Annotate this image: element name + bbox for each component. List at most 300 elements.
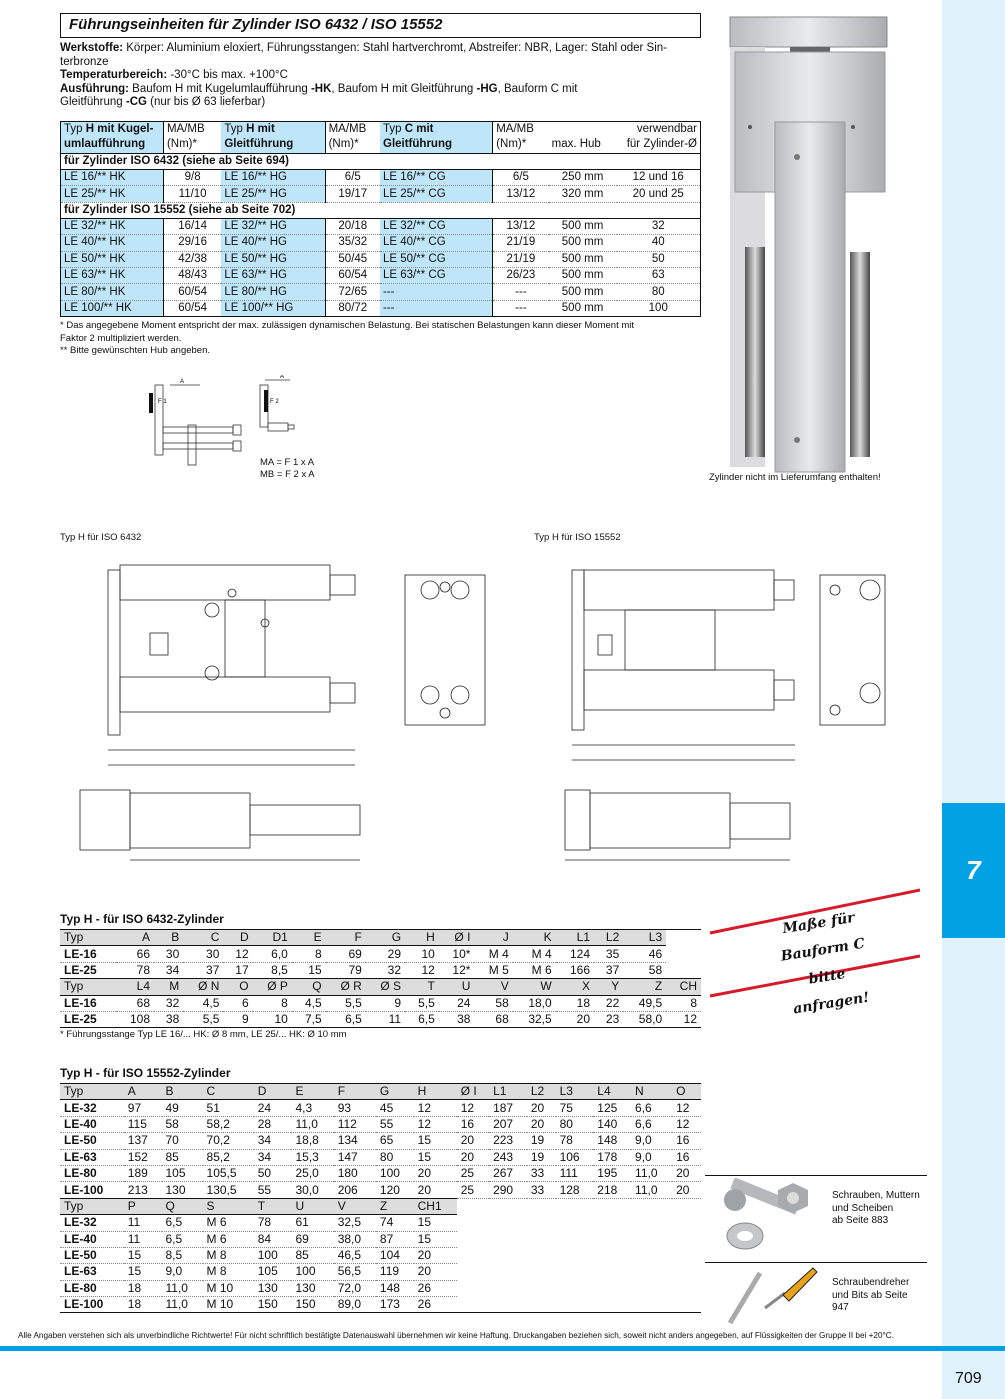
model-cell: --- [380, 300, 493, 316]
dim-cell: 8,5 [253, 962, 292, 978]
dim-cell: 55 [254, 1182, 292, 1198]
dim-cell: 111 [556, 1165, 594, 1181]
model-cell: LE 40/** CG [380, 235, 493, 251]
dim-cell: 38 [154, 1011, 183, 1027]
dim-cell: 100 [376, 1165, 414, 1181]
dim-cell: 243 [489, 1149, 527, 1165]
dim-cell: LE-100 [60, 1297, 124, 1313]
chapter-number: 7 [966, 855, 981, 885]
dim-cell: 4,3 [291, 1100, 333, 1116]
bottom-rule [0, 1346, 1005, 1351]
dim-cell: 5,5 [405, 995, 439, 1011]
dim-cell: 12 [666, 1011, 701, 1027]
dim-cell: 65 [376, 1133, 414, 1149]
table3-title: Typ H - für ISO 15552-Zylinder [60, 1066, 231, 1080]
intro-text: Werkstoffe: Körper: Aluminium eloxiert, Führungsstangen: Stahl hartverchromt, Abstreifer: NBR, Lager: Stahl oder Sin- terbronze Temperaturbereich: -30°C bis max. +100°C Ausführung: Baufom H mit Kugelumlaufführung -HK, Baufom H mit Gleitführung -HG, Bauform C mit Gleitführung -CG (nur bis Ø 63 lieferbar) [60, 42, 668, 108]
dim-cell: 32,5 [513, 1011, 556, 1027]
model-cell: 42/38 [163, 251, 221, 267]
dim-cell: 12 [405, 962, 439, 978]
dim-cell: 93 [334, 1100, 376, 1116]
dim-cell: 58 [623, 962, 666, 978]
dim-cell: 85 [162, 1149, 203, 1165]
dim-cell: 33 [527, 1182, 556, 1198]
model-cell: LE 50/** HG [221, 251, 325, 267]
svg-text:F 1: F 1 [158, 399, 167, 405]
model-cell: LE 40/** HG [221, 235, 325, 251]
dim-header-cell: T [405, 979, 439, 995]
dim-cell: LE-25 [60, 962, 116, 978]
dim-header-cell: X [556, 979, 594, 995]
dim-cell: 25 [457, 1165, 489, 1181]
dim-cell: M 8 [203, 1247, 254, 1263]
dim-cell: 32 [366, 962, 405, 978]
model-cell: LE 32/** HG [221, 218, 325, 234]
dim-cell: LE-40 [60, 1116, 124, 1132]
dim-cell: 25 [457, 1182, 489, 1198]
dim-header-cell: Typ [60, 1084, 124, 1100]
bauform-c-note: Maße für Bauform C bitte anfragen! [779, 909, 871, 1018]
dim-cell: M 10 [203, 1280, 254, 1296]
footnotes: * Das angegebene Moment entspricht der max. zulässigen dynamischen Belastung. Bei statischen Belastungen kann dieser Moment mit Faktor 2 multipliziert werden. ** Bitte gewünschten Hub angeben. [60, 320, 635, 356]
dim-header-cell: L2 [527, 1084, 556, 1100]
dim-header-cell: Typ [60, 930, 116, 946]
dim-cell: 20 [414, 1264, 457, 1280]
dim-cell: 17 [223, 962, 252, 978]
dim-row [60, 1215, 701, 1231]
dim-cell: 5,5 [326, 995, 366, 1011]
dim-cell: 84 [254, 1231, 292, 1247]
th-zyl: verwendbar für Zylinder-Ø [617, 122, 701, 154]
dim-cell: LE-16 [60, 995, 116, 1011]
dim-cell: 58 [162, 1116, 203, 1132]
dim-header-cell: P [124, 1198, 162, 1214]
dim-cell: 15 [414, 1133, 457, 1149]
dim-cell: 20 [672, 1182, 701, 1198]
dim-header-cell: W [513, 979, 556, 995]
dim-header-cell: D [223, 930, 252, 946]
section-iso15552: für Zylinder ISO 15552 (siehe ab Seite 702) [61, 202, 701, 218]
dim-cell: 23 [594, 1011, 623, 1027]
screws-icon [705, 1178, 825, 1258]
dim-header-row [60, 930, 701, 946]
photo-caption: Zylinder nicht im Lieferumfang enthalten! [709, 472, 881, 483]
model-cell: 12 und 16 [617, 170, 701, 186]
dim-cell: 22 [594, 995, 623, 1011]
dim-cell: 12 [223, 946, 252, 962]
model-cell: 19/17 [325, 186, 380, 202]
model-cell: 20/18 [325, 218, 380, 234]
model-cell: LE 80/** HK [61, 284, 164, 300]
dim-cell: 6,5 [405, 1011, 439, 1027]
dim-cell: LE-80 [60, 1280, 124, 1296]
model-cell: 60/54 [163, 300, 221, 316]
dim-cell: 11,0 [162, 1297, 203, 1313]
model-cell: --- [493, 300, 549, 316]
model-cell: 48/43 [163, 267, 221, 283]
dim-cell: 19 [527, 1133, 556, 1149]
dim-cell: M 4 [474, 946, 512, 962]
dim-header-cell: T [254, 1198, 292, 1214]
model-row [61, 186, 701, 202]
model-row [61, 300, 701, 316]
dim-cell: 128 [556, 1182, 594, 1198]
dim-header-cell: F [326, 930, 366, 946]
model-cell: LE 80/** HG [221, 284, 325, 300]
dim-cell: 187 [489, 1100, 527, 1116]
dim-header-cell: A [116, 930, 154, 946]
dim-cell: 213 [124, 1182, 162, 1198]
dim-header-cell: CH1 [414, 1198, 457, 1214]
dim-cell: 34 [254, 1133, 292, 1149]
drawing-label-iso15552: Typ H für ISO 15552 [534, 532, 621, 543]
dim-table-iso15552 [60, 1083, 701, 1313]
moment-sketch [140, 375, 360, 485]
drawing-iso15552 [530, 545, 930, 875]
model-cell: 63 [617, 267, 701, 283]
dim-cell: 34 [154, 962, 183, 978]
dim-cell: 4,5 [183, 995, 223, 1011]
dim-cell: 20 [414, 1182, 457, 1198]
dim-cell: 100 [254, 1247, 292, 1263]
model-cell: 16/14 [163, 218, 221, 234]
dim-header-cell: Ø R [326, 979, 366, 995]
dim-cell: 180 [334, 1165, 376, 1181]
model-row [61, 235, 701, 251]
dim-cell: 11 [124, 1231, 162, 1247]
dim-cell: 195 [593, 1165, 631, 1181]
dim-row [60, 962, 701, 978]
dim-cell: 11 [124, 1215, 162, 1231]
model-cell: 26/23 [493, 267, 549, 283]
model-row [61, 170, 701, 186]
dim-header-cell: U [291, 1198, 333, 1214]
model-cell: 6/5 [325, 170, 380, 186]
dim-cell: 75 [556, 1100, 594, 1116]
model-cell: 100 [617, 300, 701, 316]
dim-cell: 97 [124, 1100, 162, 1116]
dim-header-row [60, 1198, 701, 1214]
dim-cell: 46,5 [334, 1247, 376, 1263]
dim-cell: 80 [556, 1116, 594, 1132]
dim-cell: 166 [556, 962, 594, 978]
dim-cell: 10 [253, 1011, 292, 1027]
dim-cell: 16 [672, 1149, 701, 1165]
model-cell: LE 32/** HK [61, 218, 164, 234]
dim-header-cell: L1 [489, 1084, 527, 1100]
dim-cell: 20 [457, 1149, 489, 1165]
dim-cell: 15 [124, 1264, 162, 1280]
dim-cell: 8 [666, 995, 701, 1011]
dim-cell: 51 [203, 1100, 254, 1116]
dim-header-cell: F [334, 1084, 376, 1100]
dim-cell: 58,2 [203, 1116, 254, 1132]
dim-cell: 74 [376, 1215, 414, 1231]
table2-footnote: * Führungsstange Typ LE 16/... HK: Ø 8 mm, LE 25/... HK: Ø 10 mm [60, 1029, 347, 1040]
dim-cell: 20 [527, 1116, 556, 1132]
model-cell: 35/32 [325, 235, 380, 251]
dim-cell: 46 [623, 946, 666, 962]
dim-cell: 16 [672, 1133, 701, 1149]
dim-cell: 24 [254, 1100, 292, 1116]
dim-cell: LE-63 [60, 1149, 124, 1165]
disclaimer: Alle Angaben verstehen sich als unverbindliche Richtwerte! Für nicht schriftlich bestätigte Datenauswahl übernehmen wir keine Haftung. Druckangaben beziehen sich, soweit nicht anders angegeben, auf Flüssigkeiten der Gruppe II bei +20°C. [18, 1331, 894, 1340]
model-row [61, 267, 701, 283]
dim-cell: 61 [291, 1215, 333, 1231]
model-cell: --- [493, 284, 549, 300]
dim-cell: 8,5 [162, 1247, 203, 1263]
dim-cell: 89,0 [334, 1297, 376, 1313]
model-cell: 40 [617, 235, 701, 251]
dim-cell: 24 [439, 995, 475, 1011]
dim-cell: 68 [116, 995, 154, 1011]
dim-cell: 78 [556, 1133, 594, 1149]
model-row [61, 284, 701, 300]
dim-cell: 12* [439, 962, 475, 978]
dim-cell: 80 [376, 1149, 414, 1165]
dim-row [60, 1231, 701, 1247]
model-cell: LE 100/** HG [221, 300, 325, 316]
dim-cell: 20 [457, 1133, 489, 1149]
dim-cell: 105,5 [203, 1165, 254, 1181]
dim-header-cell: Q [162, 1198, 203, 1214]
dim-cell: 38 [439, 1011, 475, 1027]
dim-cell: 6,0 [253, 946, 292, 962]
dim-cell: 18,0 [513, 995, 556, 1011]
dim-cell: 34 [254, 1149, 292, 1165]
dim-cell: 8 [253, 995, 292, 1011]
dim-cell: 15 [414, 1231, 457, 1247]
dim-header-cell: Y [594, 979, 623, 995]
screws-promo[interactable] [705, 1175, 927, 1257]
dim-row [60, 1165, 701, 1181]
th-hub: max. Hub [549, 122, 617, 154]
table2-title: Typ H - für ISO 6432-Zylinder [60, 912, 224, 926]
model-cell: LE 25/** CG [380, 186, 493, 202]
dim-cell: 147 [334, 1149, 376, 1165]
dim-cell: LE-50 [60, 1247, 124, 1263]
dim-cell: 18 [556, 995, 594, 1011]
dim-header-cell: L1 [556, 930, 594, 946]
dim-row [60, 1116, 701, 1132]
dim-cell: LE-32 [60, 1215, 124, 1231]
dim-cell: 9 [366, 995, 405, 1011]
dim-cell: 267 [489, 1165, 527, 1181]
dim-cell: 33 [527, 1165, 556, 1181]
dim-cell: 18 [124, 1297, 162, 1313]
model-cell: 60/54 [325, 267, 380, 283]
dim-header-cell: K [513, 930, 556, 946]
dim-row [60, 1297, 701, 1313]
dim-cell: 6,6 [631, 1100, 672, 1116]
dim-cell: 32 [154, 995, 183, 1011]
dim-cell: 140 [593, 1116, 631, 1132]
dim-cell: 10 [405, 946, 439, 962]
screwdriver-promo[interactable] [705, 1262, 927, 1327]
model-cell: 9/8 [163, 170, 221, 186]
dim-cell: 70,2 [203, 1133, 254, 1149]
dim-cell: 178 [593, 1149, 631, 1165]
dim-header-cell: A [124, 1084, 162, 1100]
side-band [942, 0, 1005, 1399]
model-cell: 6/5 [493, 170, 549, 186]
dim-header-cell: G [376, 1084, 414, 1100]
dim-cell: 37 [594, 962, 623, 978]
dim-cell: 207 [489, 1116, 527, 1132]
dim-cell: 12 [672, 1116, 701, 1132]
dim-cell: 20 [414, 1247, 457, 1263]
dim-cell: M 10 [203, 1297, 254, 1313]
th-mamb1: MA/MB (Nm)* [163, 122, 221, 154]
dim-cell: 11,0 [631, 1165, 672, 1181]
dim-cell: 173 [376, 1297, 414, 1313]
dim-cell: 11 [366, 1011, 405, 1027]
model-cell: 80/72 [325, 300, 380, 316]
dim-header-cell: N [631, 1084, 672, 1100]
dim-cell: M 8 [203, 1264, 254, 1280]
dim-cell: 134 [334, 1133, 376, 1149]
dim-cell: 19 [527, 1149, 556, 1165]
dim-cell: 6,5 [162, 1231, 203, 1247]
model-cell: 500 mm [549, 235, 617, 251]
dim-header-cell: L3 [556, 1084, 594, 1100]
dim-cell: 66 [116, 946, 154, 962]
dim-cell: 148 [593, 1133, 631, 1149]
th-hk: Typ H mit Kugel- umlaufführung [61, 122, 164, 154]
dim-cell: 4,5 [292, 995, 326, 1011]
dim-cell: 6 [223, 995, 252, 1011]
dim-header-cell: O [672, 1084, 701, 1100]
dim-cell: LE-32 [60, 1100, 124, 1116]
dim-cell: 78 [254, 1215, 292, 1231]
dim-header-cell: D1 [253, 930, 292, 946]
model-cell: LE 16/** CG [380, 170, 493, 186]
dim-cell: LE-80 [60, 1165, 124, 1181]
model-cell: 21/19 [493, 251, 549, 267]
dim-header-cell: Ø S [366, 979, 405, 995]
dim-cell: 106 [556, 1149, 594, 1165]
dim-cell: 58,0 [623, 1011, 666, 1027]
chapter-tab[interactable] [942, 803, 1005, 938]
model-cell: 320 mm [549, 186, 617, 202]
dim-cell: 150 [254, 1297, 292, 1313]
dim-cell: 148 [376, 1280, 414, 1296]
dim-row [60, 1247, 701, 1263]
dim-cell: 206 [334, 1182, 376, 1198]
dim-cell: 137 [124, 1133, 162, 1149]
dim-header-cell: O [223, 979, 252, 995]
dim-cell: 30,0 [291, 1182, 333, 1198]
dim-cell: 119 [376, 1264, 414, 1280]
dim-cell: 87 [376, 1231, 414, 1247]
dim-cell: 16 [457, 1116, 489, 1132]
dim-cell: 68 [474, 1011, 512, 1027]
dim-cell: M 4 [513, 946, 556, 962]
dim-header-cell: V [474, 979, 512, 995]
dim-cell: 38,0 [334, 1231, 376, 1247]
model-cell: 13/12 [493, 186, 549, 202]
model-table [60, 121, 701, 317]
dim-row [60, 995, 701, 1011]
dim-header-cell: U [439, 979, 475, 995]
dim-header-cell: Z [376, 1198, 414, 1214]
dim-cell: 20 [414, 1165, 457, 1181]
dim-row [60, 1100, 701, 1116]
model-cell: 60/54 [163, 284, 221, 300]
dim-cell: LE-16 [60, 946, 116, 962]
model-cell: LE 63/** HG [221, 267, 325, 283]
dim-cell: M 6 [513, 962, 556, 978]
dim-cell: 105 [162, 1165, 203, 1181]
dim-cell: 37 [183, 962, 223, 978]
dim-header-cell: G [366, 930, 405, 946]
dim-row [60, 1133, 701, 1149]
model-cell: LE 100/** HK [61, 300, 164, 316]
dim-cell: 9,0 [162, 1264, 203, 1280]
dim-row [60, 1149, 701, 1165]
model-cell: 500 mm [549, 267, 617, 283]
model-cell: 29/16 [163, 235, 221, 251]
model-cell: 20 und 25 [617, 186, 701, 202]
dim-cell: 58 [474, 995, 512, 1011]
model-cell: LE 25/** HG [221, 186, 325, 202]
dim-cell: 223 [489, 1133, 527, 1149]
dim-cell: 20 [527, 1100, 556, 1116]
dim-cell: 10* [439, 946, 475, 962]
dim-cell: M 6 [203, 1231, 254, 1247]
svg-text:F 2: F 2 [270, 399, 279, 405]
th-hg: Typ H mit Gleitführung [221, 122, 325, 154]
dim-header-cell: L4 [593, 1084, 631, 1100]
dim-cell: 11,0 [162, 1280, 203, 1296]
dim-cell: 30 [154, 946, 183, 962]
dim-cell: 8 [292, 946, 326, 962]
model-row [61, 218, 701, 234]
page-number: 709 [955, 1370, 982, 1387]
product-photo [705, 12, 927, 482]
dim-cell: 30 [183, 946, 223, 962]
model-cell: 32 [617, 218, 701, 234]
dim-row [60, 1182, 701, 1198]
dim-cell: 28 [254, 1116, 292, 1132]
model-cell: 21/19 [493, 235, 549, 251]
model-cell: 11/10 [163, 186, 221, 202]
dim-header-cell: CH [666, 979, 701, 995]
dim-header-cell: V [334, 1198, 376, 1214]
dim-cell: 18,8 [291, 1133, 333, 1149]
dim-row [60, 1011, 701, 1027]
dim-cell: 6,5 [162, 1215, 203, 1231]
model-cell: LE 63/** HK [61, 267, 164, 283]
model-cell: 500 mm [549, 284, 617, 300]
dim-cell: 25,0 [291, 1165, 333, 1181]
dim-cell: 56,5 [334, 1264, 376, 1280]
drawing-label-iso6432: Typ H für ISO 6432 [60, 532, 142, 543]
section-iso6432: für Zylinder ISO 6432 (siehe ab Seite 694) [61, 154, 701, 170]
dim-row [60, 946, 701, 962]
dim-header-cell: J [474, 930, 512, 946]
dim-header-row [60, 979, 701, 995]
svg-text:A: A [180, 379, 185, 385]
screwdriver-text: Schraubendreher und Bits ab Seite 947 [832, 1277, 910, 1313]
screwdriver-icon [705, 1263, 825, 1328]
dim-header-cell: Ø P [253, 979, 292, 995]
dim-cell: 12 [414, 1116, 457, 1132]
dim-cell: LE-40 [60, 1231, 124, 1247]
model-cell: 72/65 [325, 284, 380, 300]
dim-cell: 11,0 [631, 1182, 672, 1198]
dim-cell: 50 [254, 1165, 292, 1181]
dim-header-cell: D [254, 1084, 292, 1100]
